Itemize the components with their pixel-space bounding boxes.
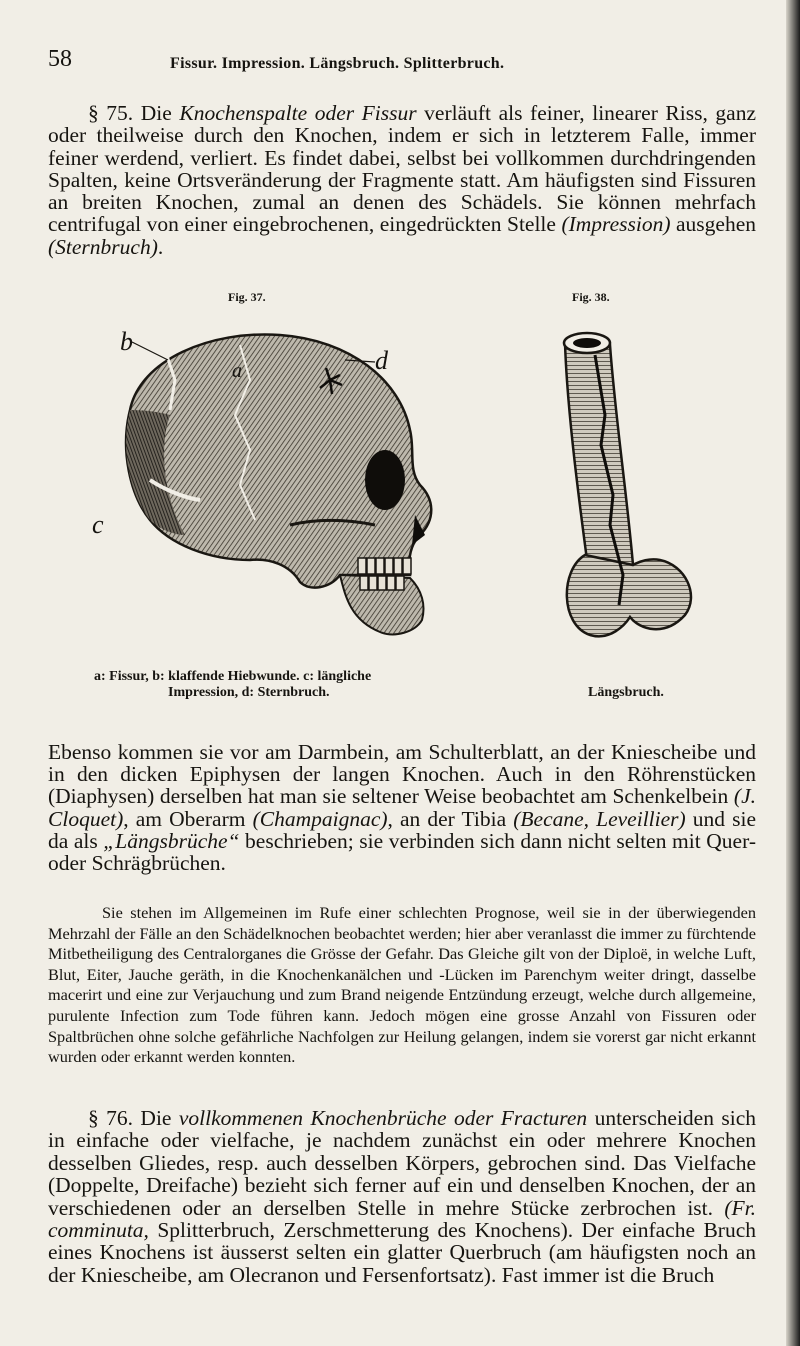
paragraph-75: § 75. Die Knochenspalte oder Fissur verläuft als feiner, linearer Riss, ganz oder theilweise durch den Knochen, indem er sich in letzterem Falle, immer feiner werdend, verliert. Es findet dabei, selbst bei vollkommen durchdringenden Spalten, keine Ortsveränderung der Fragmente statt. Am häufigsten sind Fissuren an breiten Knochen, zumal an denen des Schädels. Sie können mehrfach centrifugal von einer eingebrochenen, eingedrückten Stelle (Impression) ausgehen (Sternbruch).: [48, 101, 757, 259]
page-header: [48, 46, 756, 80]
medullary-cavity: [573, 338, 601, 348]
skull-label-c: c: [92, 510, 104, 539]
skull-label-b: b: [120, 327, 133, 356]
section-number-76: § 76.: [88, 1106, 134, 1130]
eye-socket: [365, 450, 405, 510]
skull-label-d: d: [375, 346, 388, 375]
bone-condyles: [567, 555, 691, 636]
section-number-75: § 75.: [88, 101, 134, 125]
paragraph-2: Ebenso kommen sie vor am Darmbein, am Schulterblatt, an der Kniescheibe und in den dicken Epiphysen der langen Knochen. Auch in den Röhrenstücken (Diaphysen) derselben hat man sie seltener Weise beobachtet am Schenkelbein (J. Cloquet), am Oberarm (Champaignac), an der Tibia (Becane, Leveillier) und sie da als „Längsbrüche“ beschrieben; sie verbinden sich dann nicht selten mit Quer- oder Schrägbrüchen.: [48, 740, 756, 876]
figure-37-caption-line1: a: Fissur, b: klaffende Hiebwunde. c: längliche: [94, 669, 372, 684]
femur-illustration: [555, 325, 700, 655]
figure-37-label: Fig. 37.: [228, 290, 266, 304]
skull-illustration: [90, 320, 450, 665]
figure-37-caption-line2: Impression, d: Sternbruch.: [168, 685, 330, 700]
teeth: [358, 558, 411, 590]
figure-38-label: Fig. 38.: [572, 290, 610, 304]
paragraph-3-small: Sie stehen im Allgemeinen im Rufe einer schlechten Prognose, weil sie in der überwiegenden Mehrzahl der Fälle an den Schädelknochen beobachtet werden; hier aber veranlasst die immer zu fürchtende Mitbetheiligung des Centralorganes die Grösse der Gefahr. Das Gleiche gilt von der Diploë, in welche Luft, Blut, Eiter, Jauche geräth, in die Knochenkanälchen und -Lücken im Parenchym weiter dringt, dasselbe macerirt und eine zur Verjauchung und zum Brand neigende Entzündung erzeugt, welche durch allgemeine, purulente Infection zum Tode führen kann. Jedoch mögen eine grosse Anzahl von Fissuren oder Spaltbrüchen ohne solche gefährliche Nachfolgen zur Heilung gelangen, indem sie vorerst gar nicht erkannt wurden oder erkannt werden konnten.: [48, 903, 756, 1067]
label-leader-b: [132, 342, 168, 360]
running-title: Fissur. Impression. Längsbruch. Splitterbruch.: [170, 55, 505, 72]
page-number: 58: [48, 46, 72, 72]
paragraph-76: § 76. Die vollkommenen Knochenbrüche oder Fracturen unterscheiden sich in einfache oder vielfache, je nachdem zunächst ein oder mehrere Knochen desselben Gliedes, resp. auch desselben Körpers, gebrochen sind. Das Vielfache (Doppelte, Dreifache) bezieht sich ferner auf ein und denselben Knochen, der an verschiedenen oder an derselben Stelle in mehre Stücke zerbrochen ist. (Fr. comminuta, Splitterbruch, Zerschmetterung des Knochens). Der einfache Bruch eines Knochens ist äusserst selten ein glatter Querbruch (am häufigsten noch an der Kniescheibe, am Olecranon und Fersenfortsatz). Fast immer ist die Bruch: [48, 1106, 756, 1287]
figure-38-caption: Längsbruch.: [588, 685, 664, 700]
skull-label-a: a: [232, 360, 242, 382]
page-edge-shadow: [786, 0, 800, 1346]
